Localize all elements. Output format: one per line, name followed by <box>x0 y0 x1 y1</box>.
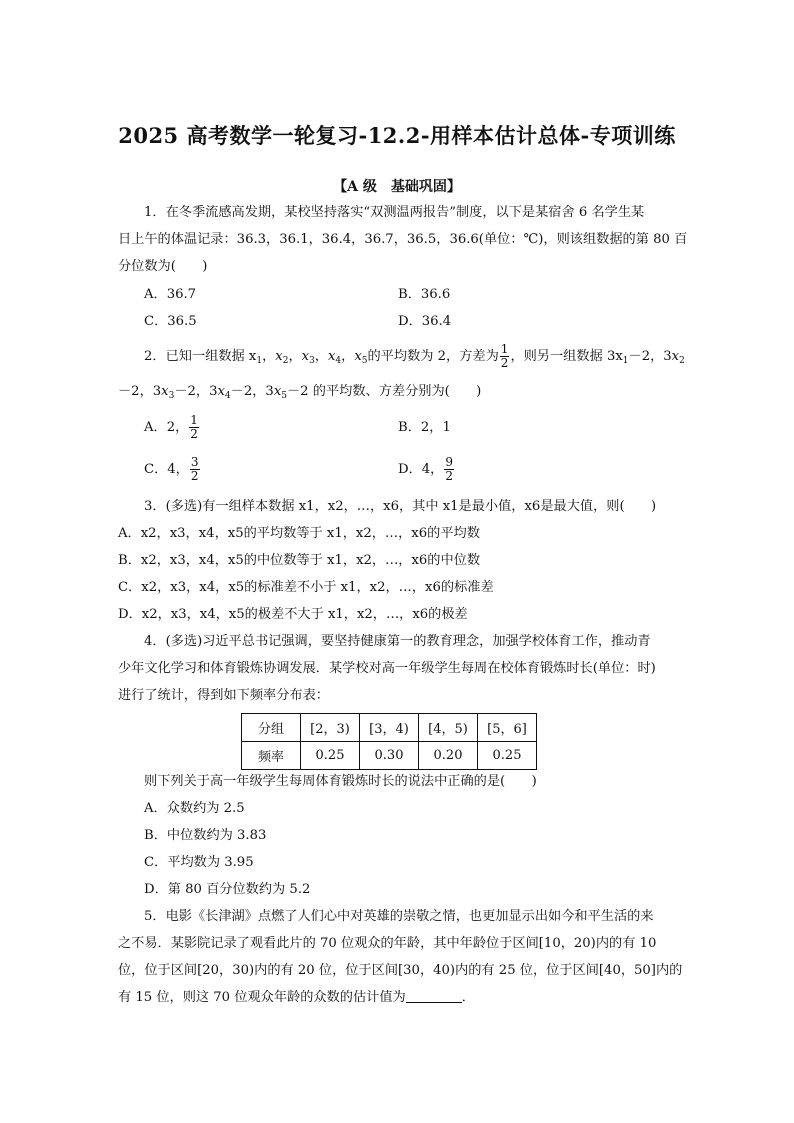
table-cell: 分组 <box>242 714 301 742</box>
q2-option-a[interactable]: A．2， $\frac{1}{2}$ <box>144 413 198 441</box>
table-cell: 0.20 <box>419 742 478 770</box>
q2-option-d[interactable]: D．4， $\frac{9}{2}$ <box>398 455 453 483</box>
q5-line-1: 5．电影《长津湖》点燃了人们心中对英雄的崇敬之情，也更加显示出如今和平生活的来 <box>144 909 654 924</box>
q2-variance-fraction: $\frac{1}{2}$ <box>500 342 509 370</box>
table-cell: [2，3) <box>301 714 360 742</box>
q3-option-c[interactable]: C．x2，x3，x4，x5的标准差不小于 x1，x2，…，x6的标准差 <box>118 580 494 595</box>
q4-option-a[interactable]: A．众数约为 2.5 <box>144 801 245 816</box>
q3-stem: 3．(多选)有一组样本数据 x1，x2，…，x6，其中 x1是最小值，x6是最大值，则( ) <box>144 499 657 514</box>
q4-line-4: 则下列关于高一年级学生每周体育锻炼时长的说法中正确的是( ) <box>144 774 537 789</box>
q4-line-1: 4．(多选)习近平总书记强调，要坚持健康第一的教育理念，加强学校体育工作，推动青 <box>144 634 651 649</box>
q4-line-3: 进行了统计，得到如下频率分布表： <box>118 688 329 703</box>
q1-option-d[interactable]: D．36.4 <box>398 314 452 329</box>
frequency-table <box>241 713 537 770</box>
q4-line-2: 少年文化学习和体育锻炼协调发展．某学校对高一年级学生每周在校体育锻炼时长(单位：时) <box>118 661 656 676</box>
table-cell: 0.25 <box>301 742 360 770</box>
q1-line-3: 分位数为( ) <box>118 259 208 274</box>
q3-option-d[interactable]: D．x2，x3，x4，x5的极差不大于 x1，x2，…，x6的极差 <box>118 607 468 622</box>
q5-line-3: 位，位于区间[20，30)内的有 20 位，位于区间[30，40)内的有 25 位，位于区间[40，50]内的 <box>118 963 683 978</box>
answer-blank[interactable] <box>406 988 462 1003</box>
table-cell: [4，5) <box>419 714 478 742</box>
q1-option-a[interactable]: A．36.7 <box>144 287 197 302</box>
table-row <box>242 742 537 770</box>
q4-option-b[interactable]: B．中位数约为 3.83 <box>144 828 267 843</box>
table-cell: 0.30 <box>360 742 419 770</box>
q1-option-c[interactable]: C．36.5 <box>144 314 197 329</box>
q1-option-b[interactable]: B．36.6 <box>398 287 451 302</box>
q5-line-4: 有 15 位，则这 70 位观众年龄的众数的估计值为 ． <box>118 990 475 1005</box>
section-level-heading: 【A 级 基础巩固】 <box>333 179 461 195</box>
q4-option-c[interactable]: C．平均数为 3.95 <box>144 855 254 870</box>
q2-option-b[interactable]: B．2，1 <box>398 420 451 435</box>
table-cell: [3，4) <box>360 714 419 742</box>
table-cell: 0.25 <box>478 742 537 770</box>
q2-line-1: 2．已知一组数据 $x_1$，$x_2$，$x_3$，$x_4$，$x_5$的平均数为 2，方差为 $\frac{1}{2}$ ，则另一组数据 $3x_1-2$，$3x_2$ <box>144 342 685 370</box>
q2-option-c[interactable]: C．4， $\frac{3}{2}$ <box>144 455 199 483</box>
table-cell: 频率 <box>242 742 301 770</box>
q3-option-a[interactable]: A．x2，x3，x4，x5的平均数等于 x1，x2，…，x6的平均数 <box>118 526 480 541</box>
q4-option-d[interactable]: D．第 80 百分位数约为 5.2 <box>144 882 311 897</box>
q1-line-2: 日上午的体温记录：36.3，36.1，36.4，36.7，36.5，36.6(单位：℃)，则该组数据的第 80 百 <box>118 232 688 247</box>
q5-line-2: 之不易．某影院记录了观看此片的 70 位观众的年龄，其中年龄位于区间[10，20)内的有 10 <box>118 936 657 951</box>
table-cell: [5，6] <box>478 714 537 742</box>
q1-line-1: 1．在冬季流感高发期，某校坚持落实“双测温两报告”制度，以下是某宿舍 6 名学生某 <box>144 205 645 220</box>
q3-option-b[interactable]: B．x2，x3，x4，x5的中位数等于 x1，x2，…，x6的中位数 <box>118 553 481 568</box>
table-row <box>242 714 537 742</box>
q2-line-2: －2，$3x_3-2$，$3x_4-2$，$3x_5-2$ 的平均数、方差分别为( ) <box>118 384 482 401</box>
page-title: 2025 高考数学一轮复习-12.2-用样本估计总体-专项训练 <box>118 123 676 148</box>
